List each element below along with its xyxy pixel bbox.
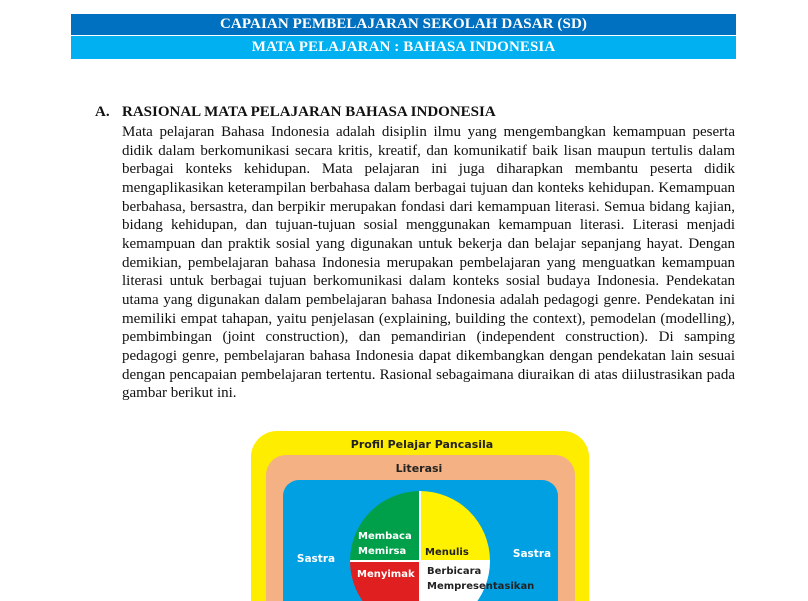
header-subject-bar [71, 36, 736, 59]
middle-label: Literasi [395, 462, 443, 475]
quadrant-menyimak [350, 561, 420, 601]
right-sastra-label: Sastra [512, 548, 552, 560]
outer-label: Profil Pelajar Pancasila [350, 438, 494, 451]
memirsa-label: Memirsa [358, 546, 407, 557]
header-title-bar [71, 14, 736, 35]
header-title: CAPAIAN PEMBELAJARAN SEKOLAH DASAR (SD) [220, 16, 587, 32]
mempresentasikan-label: Mempresentasikan [427, 581, 535, 592]
membaca-label: Membaca [358, 531, 412, 542]
menulis-label: Menulis [425, 547, 469, 558]
header-subject: MATA PELAJARAN : BAHASA INDONESIA [251, 39, 556, 55]
berbicara-label: Berbicara [427, 566, 482, 577]
section-title: RASIONAL MATA PELAJARAN BAHASA INDONESIA [122, 104, 496, 120]
rasional-figure [249, 430, 591, 601]
menyimak-label: Menyimak [357, 569, 415, 580]
section-body: Mata pelajaran Bahasa Indonesia adalah disiplin ilmu yang mengembangkan kemampuan peserta didik dalam berkomunikasi secara kritis, kreatif, dan komunikatif baik lisan maupun tertulis dalam berbagai konteks kehidupan. Mata pelajaran ini juga diharapkan membantu peserta didik mengaplikasikan keterampilan berbahasa dalam berbagai tujuan dan konteks kehidupan. Kemampuan berbahasa, bersastra, dan berpikir merupakan fondasi dari kemampuan literasi. Semua bidang kajian, bidang kehidupan, dan tujuan-tujuan sosial menggunakan kemampuan literasi. Literasi menjadi kemampuan dan praktik sosial yang digunakan untuk bekerja dan belajar sepanjang hayat. Dengan demikian, pembelajaran bahasa Indonesia merupakan pembelajaran yang menguatkan kemampuan literasi untuk berbagai tujuan berkomunikasi dalam konteks sosial budaya Indonesia. Pendekatan utama yang digunakan dalam pembelajaran bahasa Indonesia adalah pedagogi genre. Pendekatan ini memiliki empat tahapan, yaitu penjelasan (explaining, building the context), pemodelan (modelling), pembimbingan (joint construction), dan pemandirian (independent construction). Di samping pedagogi genre, pembelajaran bahasa Indonesia dapat dikembangkan dengan pendekatan lain sesuai dengan pencapaian pembelajaran tertentu. Rasional sebagaimana diuraikan di atas diilustrasikan pada gambar berikut ini. [122, 124, 735, 402]
left-sastra-label: Sastra [296, 553, 336, 565]
section-number: A. [95, 104, 110, 120]
rasional-diagram [249, 430, 591, 601]
